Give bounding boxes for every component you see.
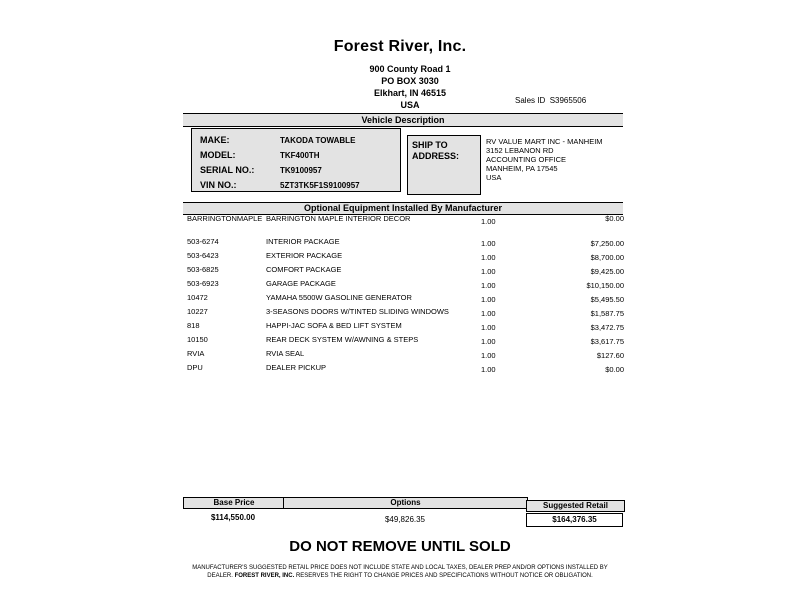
- item-quantity: 1.00: [481, 217, 496, 226]
- item-quantity: 1.00: [481, 309, 496, 318]
- item-description: COMFORT PACKAGE: [266, 265, 342, 274]
- sales-id: [515, 96, 586, 105]
- item-code: RVIA: [187, 349, 205, 358]
- item-code: 503-6423: [187, 251, 219, 260]
- equipment-row: [187, 321, 624, 335]
- disclaimer: [180, 564, 620, 580]
- equipment-row: [187, 335, 624, 349]
- disclaimer-dealer: DEALER.: [207, 573, 233, 579]
- item-description: BARRINGTON MAPLE INTERIOR DECOR: [266, 214, 411, 223]
- item-price: $127.60: [596, 351, 624, 360]
- serial-label: SERIAL NO.:: [200, 165, 255, 175]
- base-price-value: $114,550.00: [210, 513, 256, 522]
- item-quantity: 1.00: [481, 253, 496, 262]
- equipment-row: [187, 293, 624, 307]
- item-description: REAR DECK SYSTEM W/AWNING & STEPS: [266, 335, 419, 344]
- item-quantity: 1.00: [481, 239, 496, 248]
- item-price: $3,617.75: [590, 337, 624, 346]
- ship-line: 3152 LEBANON RD: [486, 146, 554, 155]
- address-line: PO BOX 3030: [381, 76, 439, 86]
- ship-line: USA: [486, 173, 502, 182]
- equipment-row: [187, 349, 624, 363]
- ship-to-box: [407, 135, 481, 195]
- item-quantity: 1.00: [481, 351, 496, 360]
- disclaimer-line: MANUFACTURER'S SUGGESTED RETAIL PRICE DOES NOT INCLUDE STATE AND LOCAL TAXES, DEALER PREP AND/OR OPTIONS INSTALLED BY: [192, 565, 608, 571]
- item-code: 10150: [187, 335, 208, 344]
- item-price: $5,495.50: [590, 295, 624, 304]
- equipment-row: [187, 265, 624, 279]
- options-header: Options: [283, 497, 528, 509]
- item-price: $0.00: [605, 365, 624, 374]
- item-code: 503-6923: [187, 279, 219, 288]
- equipment-list: [187, 214, 624, 384]
- equipment-row: [187, 237, 624, 251]
- equipment-row: [187, 363, 624, 377]
- item-code: 10472: [187, 293, 208, 302]
- item-description: HAPPI-JAC SOFA & BED LIFT SYSTEM: [266, 321, 402, 330]
- item-description: RVIA SEAL: [266, 349, 305, 358]
- options-value: $49,826.35: [384, 515, 426, 524]
- item-code: DPU: [187, 363, 203, 372]
- ship-line: ACCOUNTING OFFICE: [486, 155, 566, 164]
- disclaimer-company: FOREST RIVER, INC.: [234, 573, 295, 579]
- make-label: MAKE:: [200, 135, 230, 145]
- address-line: USA: [400, 100, 420, 110]
- item-quantity: 1.00: [481, 295, 496, 304]
- sales-id-label: Sales ID: [515, 96, 546, 105]
- vehicle-description-header: Vehicle Description: [183, 113, 623, 127]
- item-description: YAMAHA 5500W GASOLINE GENERATOR: [266, 293, 412, 302]
- item-description: DEALER PICKUP: [266, 363, 327, 372]
- vin-label: VIN NO.:: [200, 180, 237, 190]
- address-label: ADDRESS:: [412, 151, 460, 161]
- equipment-row: [187, 307, 624, 321]
- item-code: 10227: [187, 307, 208, 316]
- equipment-row: [187, 214, 624, 236]
- vehicle-info-box: [191, 128, 401, 192]
- optional-equipment-header: Optional Equipment Installed By Manufacturer: [183, 202, 623, 215]
- company-address: [310, 63, 510, 111]
- item-code: 818: [187, 321, 200, 330]
- item-price: $0.00: [605, 214, 624, 223]
- model-label: MODEL:: [200, 150, 236, 160]
- serial-value: TK9100957: [280, 166, 322, 175]
- equipment-row: [187, 279, 624, 293]
- ship-to-label: SHIP TO: [412, 140, 448, 150]
- item-description: GARAGE PACKAGE: [266, 279, 336, 288]
- item-price: $7,250.00: [590, 239, 624, 248]
- disclaimer-text: RESERVES THE RIGHT TO CHANGE PRICES AND SPECIFICATIONS WITHOUT NOTICE OR OBLIGATION.: [295, 573, 593, 579]
- address-line: 900 County Road 1: [369, 64, 451, 74]
- item-code: 503-6825: [187, 265, 219, 274]
- item-description: 3-SEASONS DOORS W/TINTED SLIDING WINDOWS: [266, 307, 449, 316]
- ship-line: MANHEIM, PA 17545: [486, 164, 558, 173]
- make-value: TAKODA TOWABLE: [280, 136, 356, 145]
- item-quantity: 1.00: [481, 337, 496, 346]
- item-quantity: 1.00: [481, 365, 496, 374]
- vin-value: 5ZT3TK5F1S9100957: [280, 181, 360, 190]
- item-quantity: 1.00: [481, 323, 496, 332]
- do-not-remove-notice: DO NOT REMOVE UNTIL SOLD: [289, 538, 511, 555]
- sales-id-value: S3965506: [549, 96, 587, 105]
- item-price: $8,700.00: [590, 253, 624, 262]
- item-code: 503-6274: [187, 237, 219, 246]
- item-price: $10,150.00: [586, 281, 624, 290]
- address-line: Elkhart, IN 46515: [373, 88, 447, 98]
- item-quantity: 1.00: [481, 267, 496, 276]
- equipment-row: [187, 251, 624, 265]
- item-quantity: 1.00: [481, 281, 496, 290]
- item-description: EXTERIOR PACKAGE: [266, 251, 343, 260]
- base-price-header: Base Price: [183, 497, 285, 509]
- item-code: BARRINGTONMAPLE: [187, 214, 263, 223]
- suggested-retail-header: Suggested Retail: [526, 500, 625, 512]
- model-value: TKF400TH: [280, 151, 320, 160]
- item-price: $3,472.75: [590, 323, 624, 332]
- item-price: $9,425.00: [590, 267, 624, 276]
- suggested-retail-value: $164,376.35: [526, 513, 623, 527]
- item-description: INTERIOR PACKAGE: [266, 237, 340, 246]
- ship-line: RV VALUE MART INC - MANHEIM: [486, 137, 603, 146]
- disclaimer-line: [180, 572, 620, 580]
- item-price: $1,587.75: [590, 309, 624, 318]
- company-name: Forest River, Inc.: [333, 38, 467, 55]
- ship-to-address: [486, 137, 603, 182]
